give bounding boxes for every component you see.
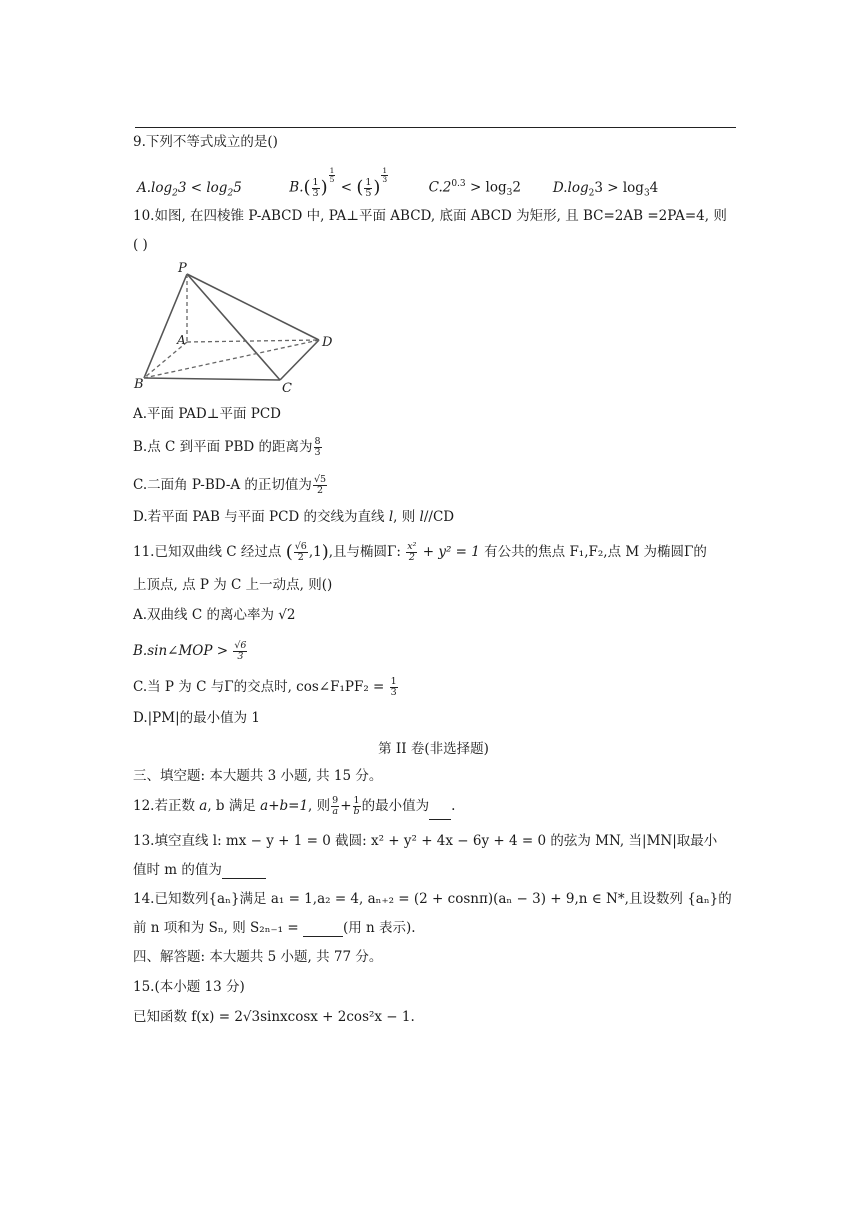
label-d: D	[322, 335, 333, 350]
q11-option-a: A.双曲线 C 的离心率为 √2	[133, 607, 296, 623]
part-4-heading: 四、解答题: 本大题共 5 小题, 共 77 分。	[133, 949, 383, 965]
q15-title: 15.(本小题 13 分)	[133, 979, 245, 995]
edge-ad	[187, 340, 319, 342]
q11-stem: 11.已知双曲线 C 经过点 ( $\frac{√6}{2}$ ,1),且与椭圆Γ: $\frac{\text{x²}}{2}$ + y² = 1 有公共的焦点 F₁,F₂,点 M 为椭圆Γ的	[133, 541, 707, 563]
q9-option-c: $C.2^{0.3} > \log_32$	[428, 179, 521, 199]
edge-pd	[187, 274, 319, 340]
label-c: C	[282, 381, 292, 396]
q10-option-b: B.点 C 到平面 PBD 的距离为 $\frac{8}{3}$	[133, 436, 321, 458]
q10-stem: 10.如图, 在四棱锥 P-ABCD 中, PA⊥平面 ABCD, 底面 ABCD 为矩形, 且 BC=2AB =2PA=4, 则	[133, 208, 727, 224]
label-a: A	[177, 333, 186, 347]
q9-option-a: $A.\log_23 < \log_25$	[137, 179, 242, 199]
q13-line1: 13.填空直线 l: mx − y + 1 = 0 截圆: x² + y² + 4x − 6y + 4 = 0 的弦为 MN, 当|MN|取最小	[133, 833, 718, 849]
pyramid-figure	[130, 258, 345, 396]
q14-line1: 14.已知数列{aₙ}满足 a₁ = 1,a₂ = 4, aₙ₊₂ = (2 + cosnπ)(aₙ − 3) + 9,n ∈ N*,且设数列 {aₙ}的	[133, 891, 732, 907]
q14-blank	[303, 922, 343, 937]
q15-body: 已知函数 f(x) = 2√3sinxcosx + 2cos²x − 1.	[133, 1009, 415, 1025]
q13-line2: 值时 m 的值为	[133, 861, 266, 879]
q13-blank	[222, 864, 266, 879]
edge-bc	[144, 378, 280, 380]
q9-option-b: B.( $\frac{1}{3}$ ) $^{\frac{1}{5}}$ < ( $\frac{1}{5}$ ) $^{\frac{1}{3}}$	[289, 166, 388, 199]
q9-option-d: $D.\log_23 > \log_34$	[552, 179, 659, 199]
q11-option-b: B.sin∠MOP > $\frac{√6}{3}$	[133, 640, 247, 662]
q9-stem: 9.下列不等式成立的是()	[133, 134, 278, 150]
label-b: B	[134, 377, 144, 392]
edge-ab	[144, 342, 187, 378]
edge-cd	[280, 340, 319, 380]
q10-paren: ( )	[133, 237, 148, 253]
part-3-heading: 三、填空题: 本大题共 3 小题, 共 15 分。	[133, 768, 383, 784]
edge-pb	[144, 274, 187, 378]
edge-bd	[144, 340, 319, 378]
label-p: P	[178, 261, 187, 276]
q12-text: 12.若正数 a, b 满足 a+b=1, 则 $\frac{9}{a}$ + $\frac{1}{b}$ 的最小值为 .	[133, 792, 455, 820]
q10-option-c: C.二面角 P-BD-A 的正切值为 $\frac{√5}{2}$	[133, 474, 327, 496]
q9-options	[137, 166, 659, 199]
q14-line2: 前 n 项和为 Sₙ, 则 S₂ₙ₋₁ = (用 n 表示).	[133, 920, 416, 936]
q11-stem-line2: 上顶点, 点 P 为 C 上一动点, 则()	[133, 577, 333, 593]
q10-option-d: D.若平面 PAB 与平面 PCD 的交线为直线 l, 则 l//CD	[133, 509, 455, 525]
q11-option-c: C.当 P 为 C 与Γ的交点时, cos∠F₁PF₂ = $\frac{1}{3}$	[133, 676, 397, 698]
edge-pc	[187, 274, 280, 380]
q11-option-d: D.|PM|的最小值为 1	[133, 710, 261, 726]
header-rule	[135, 127, 736, 128]
section-2-title: 第 II 卷(非选择题)	[378, 741, 489, 757]
q10-option-a: A.平面 PAD⊥平面 PCD	[133, 406, 281, 422]
q12-blank	[429, 805, 451, 820]
